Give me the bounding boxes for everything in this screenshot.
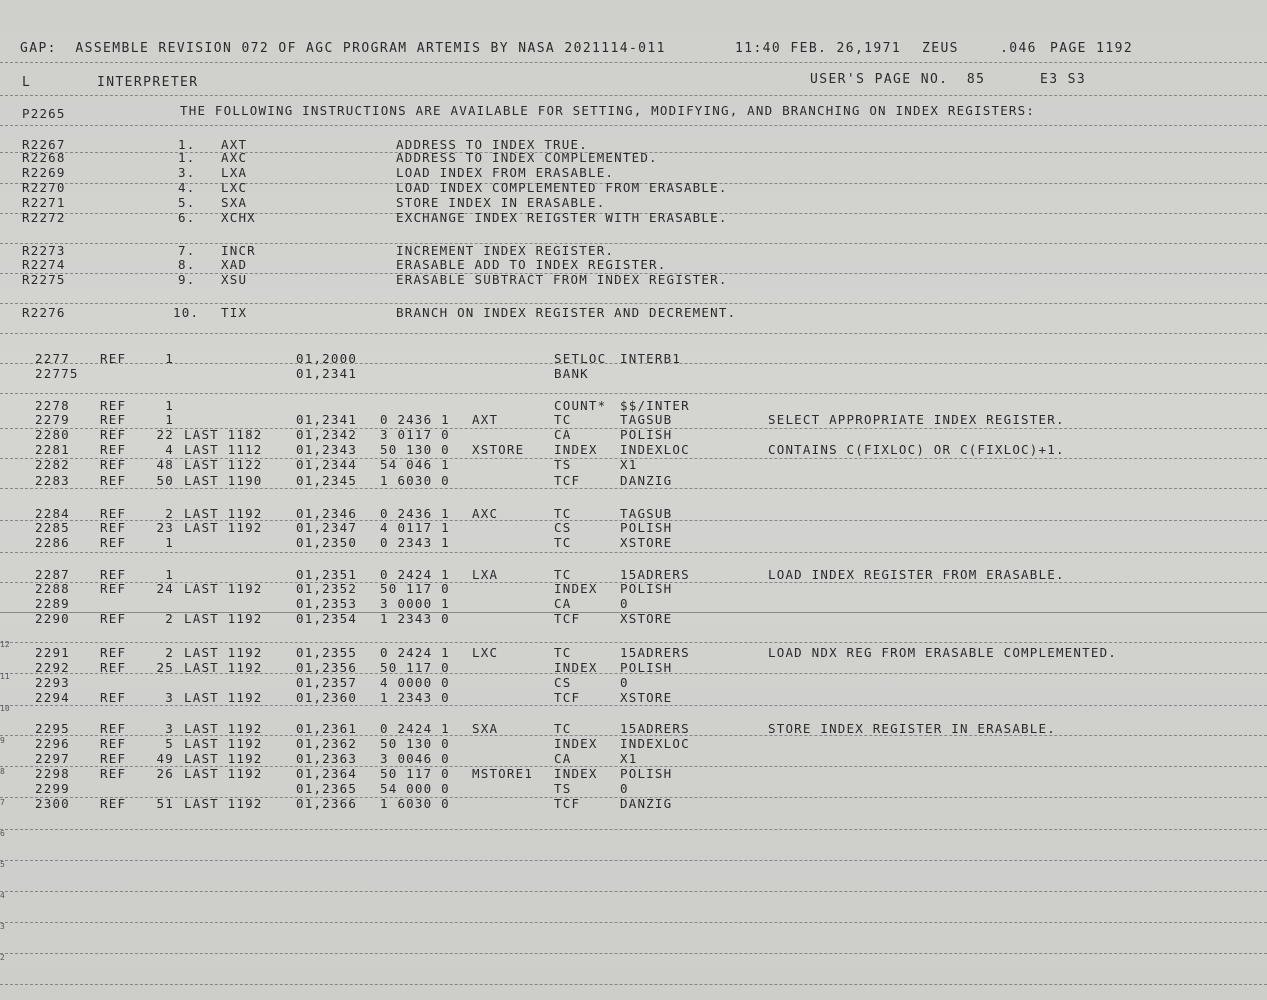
remark-line-number: R2267	[22, 137, 66, 152]
remark-line-number: R2272	[22, 210, 66, 225]
margin-mark: 4	[0, 891, 5, 900]
operand: TAGSUB	[620, 412, 673, 427]
code-line-number: 2297	[35, 751, 70, 766]
margin-mark: 7	[0, 798, 5, 807]
code-line-number: 22775	[35, 366, 79, 381]
opcode: CS	[554, 520, 572, 535]
memory-address: 01,2354	[296, 611, 358, 626]
ref-count: 49	[156, 751, 174, 766]
ref-keyword: REF	[100, 535, 127, 550]
memory-address: 01,2362	[296, 736, 358, 751]
remark-description: ERASABLE ADD TO INDEX REGISTER.	[396, 257, 667, 272]
memory-address: 01,2342	[296, 427, 358, 442]
margin-mark: 6	[0, 829, 5, 838]
users-page: USER'S PAGE NO. 85	[810, 72, 986, 87]
symbol-label: XSTORE	[472, 442, 525, 457]
code-line-number: 2299	[35, 781, 70, 796]
operand: X1	[620, 457, 638, 472]
ref-keyword: REF	[100, 457, 127, 472]
remark-opcode: SXA	[221, 195, 248, 210]
symbol-label: AXC	[472, 506, 499, 521]
memory-address: 01,2366	[296, 796, 358, 811]
remark-opcode: XCHX	[221, 210, 256, 225]
ref-keyword: REF	[100, 351, 127, 366]
octal-word: 50 130 0	[380, 442, 450, 457]
operand: POLISH	[620, 581, 673, 596]
last-reference: LAST 1182	[184, 427, 263, 442]
remark-line-number: R2274	[22, 257, 66, 272]
opcode: BANK	[554, 366, 589, 381]
octal-word: 1 2343 0	[380, 611, 450, 626]
remark-opcode: LXA	[221, 165, 248, 180]
ref-count: 2	[165, 611, 174, 626]
remark-item-number: 1.	[178, 137, 196, 152]
code-comment: CONTAINS C(FIXLOC) OR C(FIXLOC)+1.	[768, 442, 1065, 457]
intro-line-number: P2265	[22, 106, 66, 121]
octal-word: 0 2436 1	[380, 412, 450, 427]
operand: POLISH	[620, 766, 673, 781]
remark-description: LOAD INDEX COMPLEMENTED FROM ERASABLE.	[396, 180, 728, 195]
remark-description: ADDRESS TO INDEX TRUE.	[396, 137, 588, 152]
octal-word: 0 2343 1	[380, 535, 450, 550]
intro-text: THE FOLLOWING INSTRUCTIONS ARE AVAILABLE FOR SETTING, MODIFYING, AND BRANCHING ON INDEX REGISTERS:	[180, 103, 1036, 118]
ref-count: 1	[165, 398, 174, 413]
remark-description: STORE INDEX IN ERASABLE.	[396, 195, 606, 210]
memory-address: 01,2341	[296, 366, 358, 381]
opcode: INDEX	[554, 660, 598, 675]
operand: POLISH	[620, 660, 673, 675]
paper-rule	[0, 705, 1267, 706]
operand: 15ADRERS	[620, 645, 690, 660]
code-line-number: 2284	[35, 506, 70, 521]
memory-address: 01,2356	[296, 660, 358, 675]
operand: XSTORE	[620, 535, 673, 550]
section-title: INTERPRETER	[97, 75, 199, 90]
opcode: CA	[554, 596, 572, 611]
opcode: INDEX	[554, 736, 598, 751]
operand: $$/INTER	[620, 398, 690, 413]
ref-count: 24	[156, 581, 174, 596]
operand: INTERB1	[620, 351, 682, 366]
ref-count: 5	[165, 736, 174, 751]
margin-mark: 3	[0, 922, 5, 931]
ref-count: 1	[165, 567, 174, 582]
octal-word: 0 2436 1	[380, 506, 450, 521]
sheet-code: E3 S3	[1040, 72, 1087, 87]
ref-keyword: REF	[100, 520, 127, 535]
last-reference: LAST 1192	[184, 721, 263, 736]
last-reference: LAST 1192	[184, 660, 263, 675]
operand: XSTORE	[620, 690, 673, 705]
octal-word: 54 000 0	[380, 781, 450, 796]
opcode: COUNT*	[554, 398, 607, 413]
opcode: TCF	[554, 690, 581, 705]
code-line-number: 2296	[35, 736, 70, 751]
ref-keyword: REF	[100, 766, 127, 781]
opcode: INDEX	[554, 766, 598, 781]
memory-address: 01,2353	[296, 596, 358, 611]
opcode: TCF	[554, 611, 581, 626]
operator: ZEUS	[922, 41, 959, 56]
paper-rule	[0, 62, 1267, 63]
run-code: .046	[1000, 41, 1037, 56]
operand: 15ADRERS	[620, 721, 690, 736]
remark-opcode: XSU	[221, 272, 248, 287]
opcode: TC	[554, 721, 572, 736]
remark-line-number: R2269	[22, 165, 66, 180]
symbol-label: AXT	[472, 412, 499, 427]
margin-mark: 10	[0, 704, 10, 713]
remark-line-number: R2270	[22, 180, 66, 195]
opcode: CA	[554, 751, 572, 766]
operand: 0	[620, 675, 629, 690]
assembly-header: GAP: ASSEMBLE REVISION 072 OF AGC PROGRAM ARTEMIS BY NASA 2021114-011	[20, 41, 666, 56]
opcode: INDEX	[554, 442, 598, 457]
opcode: TC	[554, 645, 572, 660]
paper-rule	[0, 642, 1267, 643]
ref-keyword: REF	[100, 796, 127, 811]
code-line-number: 2281	[35, 442, 70, 457]
code-line-number: 2292	[35, 660, 70, 675]
remark-description: INCREMENT INDEX REGISTER.	[396, 243, 615, 258]
code-line-number: 2280	[35, 427, 70, 442]
memory-address: 01,2347	[296, 520, 358, 535]
symbol-label: MSTORE1	[472, 766, 534, 781]
remark-line-number: R2276	[22, 305, 66, 320]
paper-rule	[0, 393, 1267, 394]
ref-count: 26	[156, 766, 174, 781]
ref-keyword: REF	[100, 736, 127, 751]
code-line-number: 2277	[35, 351, 70, 366]
code-line-number: 2285	[35, 520, 70, 535]
ref-count: 22	[156, 427, 174, 442]
remark-item-number: 5.	[178, 195, 196, 210]
code-line-number: 2289	[35, 596, 70, 611]
margin-mark: 5	[0, 860, 5, 869]
remark-item-number: 1.	[178, 150, 196, 165]
opcode: SETLOC	[554, 351, 607, 366]
memory-address: 01,2364	[296, 766, 358, 781]
opcode: CA	[554, 427, 572, 442]
last-reference: LAST 1192	[184, 611, 263, 626]
octal-word: 50 130 0	[380, 736, 450, 751]
ref-keyword: REF	[100, 690, 127, 705]
operand: POLISH	[620, 427, 673, 442]
paper-rule	[0, 891, 1267, 892]
margin-mark: 11	[0, 672, 10, 681]
ref-keyword: REF	[100, 427, 127, 442]
symbol-label: SXA	[472, 721, 499, 736]
code-line-number: 2291	[35, 645, 70, 660]
margin-mark: 12	[0, 640, 10, 649]
opcode: TC	[554, 412, 572, 427]
ref-count: 51	[156, 796, 174, 811]
remark-description: LOAD INDEX FROM ERASABLE.	[396, 165, 615, 180]
ref-keyword: REF	[100, 751, 127, 766]
ref-keyword: REF	[100, 473, 127, 488]
last-reference: LAST 1190	[184, 473, 263, 488]
operand: 0	[620, 781, 629, 796]
opcode: TCF	[554, 796, 581, 811]
ref-count: 1	[165, 535, 174, 550]
ref-keyword: REF	[100, 611, 127, 626]
remark-description: EXCHANGE INDEX REIGSTER WITH ERASABLE.	[396, 210, 728, 225]
operand: 15ADRERS	[620, 567, 690, 582]
section-code: L	[22, 75, 32, 90]
remark-line-number: R2271	[22, 195, 66, 210]
code-line-number: 2286	[35, 535, 70, 550]
remark-item-number: 10.	[173, 305, 200, 320]
remark-opcode: XAD	[221, 257, 248, 272]
octal-word: 1 6030 0	[380, 473, 450, 488]
remark-opcode: AXT	[221, 137, 248, 152]
last-reference: LAST 1192	[184, 766, 263, 781]
ref-count: 25	[156, 660, 174, 675]
ref-count: 48	[156, 457, 174, 472]
timestamp: 11:40 FEB. 26,1971	[735, 41, 902, 56]
octal-word: 50 117 0	[380, 660, 450, 675]
memory-address: 01,2360	[296, 690, 358, 705]
ref-keyword: REF	[100, 442, 127, 457]
paper-rule	[0, 829, 1267, 830]
remark-item-number: 3.	[178, 165, 196, 180]
ref-count: 2	[165, 645, 174, 660]
operand: 0	[620, 596, 629, 611]
remark-item-number: 9.	[178, 272, 196, 287]
memory-address: 01,2350	[296, 535, 358, 550]
last-reference: LAST 1192	[184, 751, 263, 766]
paper-rule	[0, 488, 1267, 489]
ref-count: 3	[165, 690, 174, 705]
memory-address: 01,2365	[296, 781, 358, 796]
opcode: TC	[554, 506, 572, 521]
paper-rule	[0, 125, 1267, 126]
code-line-number: 2287	[35, 567, 70, 582]
octal-word: 54 046 1	[380, 457, 450, 472]
operand: DANZIG	[620, 473, 673, 488]
octal-word: 1 6030 0	[380, 796, 450, 811]
ref-keyword: REF	[100, 721, 127, 736]
operand: TAGSUB	[620, 506, 673, 521]
code-line-number: 2293	[35, 675, 70, 690]
code-line-number: 2283	[35, 473, 70, 488]
memory-address: 01,2357	[296, 675, 358, 690]
remark-item-number: 6.	[178, 210, 196, 225]
remark-opcode: TIX	[221, 305, 248, 320]
operand: INDEXLOC	[620, 442, 690, 457]
ref-count: 2	[165, 506, 174, 521]
code-comment: STORE INDEX REGISTER IN ERASABLE.	[768, 721, 1056, 736]
last-reference: LAST 1192	[184, 506, 263, 521]
paper-rule	[0, 984, 1267, 985]
operand: XSTORE	[620, 611, 673, 626]
opcode: CS	[554, 675, 572, 690]
opcode: TS	[554, 781, 572, 796]
code-line-number: 2290	[35, 611, 70, 626]
remark-item-number: 8.	[178, 257, 196, 272]
memory-address: 01,2343	[296, 442, 358, 457]
ref-count: 23	[156, 520, 174, 535]
octal-word: 3 0000 1	[380, 596, 450, 611]
remark-line-number: R2268	[22, 150, 66, 165]
memory-address: 01,2352	[296, 581, 358, 596]
octal-word: 3 0117 0	[380, 427, 450, 442]
code-comment: LOAD NDX REG FROM ERASABLE COMPLEMENTED.	[768, 645, 1118, 660]
octal-word: 4 0117 1	[380, 520, 450, 535]
paper-rule	[0, 95, 1267, 96]
code-comment: LOAD INDEX REGISTER FROM ERASABLE.	[768, 567, 1065, 582]
code-line-number: 2300	[35, 796, 70, 811]
page-number: PAGE 1192	[1050, 41, 1134, 56]
memory-address: 01,2000	[296, 351, 358, 366]
octal-word: 50 117 0	[380, 581, 450, 596]
memory-address: 01,2344	[296, 457, 358, 472]
remark-description: BRANCH ON INDEX REGISTER AND DECREMENT.	[396, 305, 737, 320]
last-reference: LAST 1192	[184, 736, 263, 751]
remark-opcode: INCR	[221, 243, 256, 258]
octal-word: 1 2343 0	[380, 690, 450, 705]
octal-word: 50 117 0	[380, 766, 450, 781]
last-reference: LAST 1112	[184, 442, 263, 457]
octal-word: 4 0000 0	[380, 675, 450, 690]
opcode: INDEX	[554, 581, 598, 596]
symbol-label: LXA	[472, 567, 499, 582]
code-line-number: 2278	[35, 398, 70, 413]
paper-rule	[0, 303, 1267, 304]
ref-count: 3	[165, 721, 174, 736]
ref-keyword: REF	[100, 581, 127, 596]
ref-count: 1	[165, 412, 174, 427]
paper-rule	[0, 953, 1267, 954]
margin-mark: 8	[0, 767, 5, 776]
opcode: TC	[554, 567, 572, 582]
ref-keyword: REF	[100, 660, 127, 675]
paper-rule	[0, 922, 1267, 923]
code-line-number: 2279	[35, 412, 70, 427]
ref-keyword: REF	[100, 412, 127, 427]
octal-word: 0 2424 1	[380, 721, 450, 736]
memory-address: 01,2363	[296, 751, 358, 766]
operand: POLISH	[620, 520, 673, 535]
last-reference: LAST 1122	[184, 457, 263, 472]
ref-keyword: REF	[100, 567, 127, 582]
remark-opcode: AXC	[221, 150, 248, 165]
margin-mark: 2	[0, 953, 5, 962]
octal-word: 0 2424 1	[380, 645, 450, 660]
remark-line-number: R2273	[22, 243, 66, 258]
memory-address: 01,2345	[296, 473, 358, 488]
last-reference: LAST 1192	[184, 581, 263, 596]
remark-item-number: 7.	[178, 243, 196, 258]
memory-address: 01,2355	[296, 645, 358, 660]
code-line-number: 2295	[35, 721, 70, 736]
ref-keyword: REF	[100, 506, 127, 521]
memory-address: 01,2346	[296, 506, 358, 521]
paper-rule	[0, 552, 1267, 553]
opcode: TC	[554, 535, 572, 550]
remark-opcode: LXC	[221, 180, 248, 195]
remark-item-number: 4.	[178, 180, 196, 195]
opcode: TCF	[554, 473, 581, 488]
code-comment: SELECT APPROPRIATE INDEX REGISTER.	[768, 412, 1065, 427]
remark-description: ADDRESS TO INDEX COMPLEMENTED.	[396, 150, 658, 165]
memory-address: 01,2361	[296, 721, 358, 736]
remark-description: ERASABLE SUBTRACT FROM INDEX REGISTER.	[396, 272, 728, 287]
memory-address: 01,2351	[296, 567, 358, 582]
memory-address: 01,2341	[296, 412, 358, 427]
last-reference: LAST 1192	[184, 796, 263, 811]
ref-count: 1	[165, 351, 174, 366]
last-reference: LAST 1192	[184, 520, 263, 535]
code-line-number: 2282	[35, 457, 70, 472]
last-reference: LAST 1192	[184, 690, 263, 705]
remark-line-number: R2275	[22, 272, 66, 287]
octal-word: 3 0046 0	[380, 751, 450, 766]
ref-keyword: REF	[100, 645, 127, 660]
opcode: TS	[554, 457, 572, 472]
last-reference: LAST 1192	[184, 645, 263, 660]
symbol-label: LXC	[472, 645, 499, 660]
margin-mark: 9	[0, 736, 5, 745]
code-line-number: 2298	[35, 766, 70, 781]
code-line-number: 2288	[35, 581, 70, 596]
ref-count: 4	[165, 442, 174, 457]
operand: DANZIG	[620, 796, 673, 811]
code-line-number: 2294	[35, 690, 70, 705]
ref-keyword: REF	[100, 398, 127, 413]
ref-count: 50	[156, 473, 174, 488]
paper-rule	[0, 860, 1267, 861]
paper-rule	[0, 333, 1267, 334]
operand: X1	[620, 751, 638, 766]
operand: INDEXLOC	[620, 736, 690, 751]
octal-word: 0 2424 1	[380, 567, 450, 582]
